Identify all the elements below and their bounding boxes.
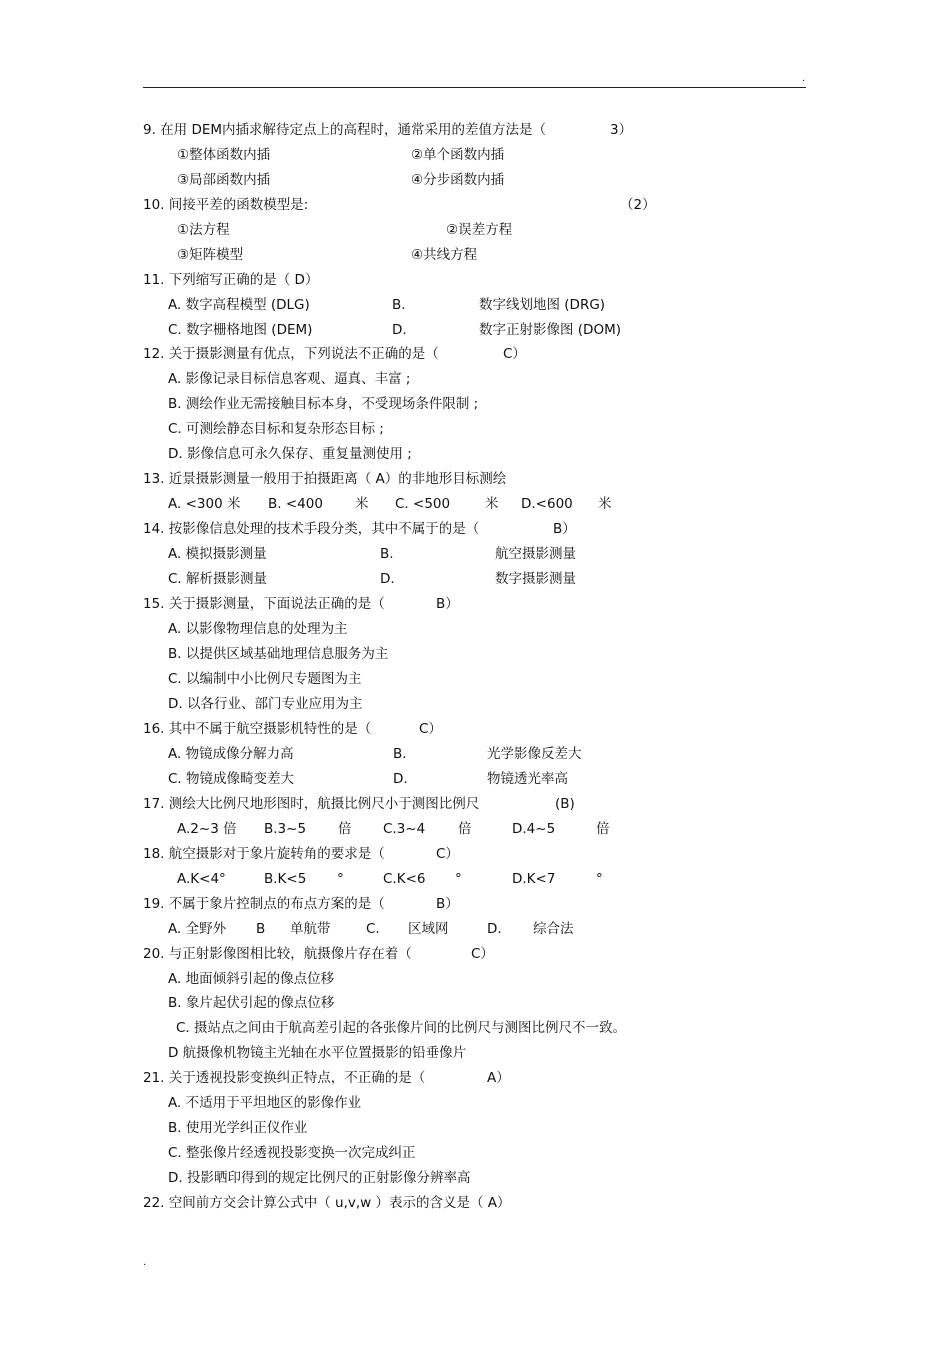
text-line [0, 792, 950, 817]
text-line [0, 742, 950, 767]
text-line [0, 293, 950, 318]
text-line [0, 1191, 950, 1216]
text-segment: B [256, 921, 266, 937]
text-segment: ③矩阵模型 [177, 247, 244, 263]
text-segment: B.K<5 [264, 871, 307, 887]
text-segment: D. [393, 771, 408, 787]
text-segment: B. <400 [268, 496, 323, 512]
text-segment: C） [419, 721, 442, 737]
text-line [0, 218, 950, 243]
text-segment: C. 解析摄影测量 [168, 571, 268, 587]
text-segment: 16. 其中不属于航空摄影机特性的是（ [143, 721, 372, 737]
text-segment: 15. 关于摄影测量，下面说法正确的是（ [143, 596, 385, 612]
text-line [0, 567, 950, 592]
text-segment: C.K<6 [383, 871, 426, 887]
text-segment: C. 可测绘静态目标和复杂形态目标 ; [168, 421, 384, 437]
text-line [0, 892, 950, 917]
text-segment: B. 使用光学纠正仪作业 [168, 1120, 308, 1136]
text-segment: A） [487, 1070, 510, 1086]
text-segment: 9. 在用 DEM内插求解待定点上的高程时，通常采用的差值方法是（ [143, 122, 547, 138]
text-segment: ②误差方程 [446, 222, 513, 238]
text-line [0, 991, 950, 1016]
text-line [0, 193, 950, 218]
text-segment: B. 象片起伏引起的像点位移 [168, 995, 335, 1011]
text-segment: 米 [598, 496, 612, 512]
text-segment: D. 以各行业、部门专业应用为主 [168, 696, 363, 712]
text-line [0, 492, 950, 517]
text-line [0, 1166, 950, 1191]
text-line [0, 1141, 950, 1166]
text-segment: D. 影像信息可永久保存、重复量测使用 ; [168, 446, 412, 462]
text-line [0, 542, 950, 567]
text-segment: 倍 [338, 821, 352, 837]
text-segment: 14. 按影像信息处理的技术手段分类，其中不属于的是（ [143, 521, 480, 537]
text-line [0, 667, 950, 692]
text-segment: ° [337, 871, 344, 887]
text-segment: 米 [485, 496, 499, 512]
text-segment: C.3~4 [383, 821, 426, 837]
text-segment: C） [436, 846, 459, 862]
text-segment: ° [596, 871, 603, 887]
text-segment: D 航摄像机物镜主光轴在水平位置摄影的铅垂像片 [168, 1045, 467, 1061]
text-line [0, 318, 950, 343]
text-segment: A. 模拟摄影测量 [168, 546, 267, 562]
text-segment: A. 影像记录目标信息客观、逼真、丰富 ; [168, 371, 411, 387]
text-segment: A. <300 米 [168, 496, 241, 512]
text-segment: C. 数字栅格地图 (DEM) [168, 322, 313, 338]
text-line [0, 367, 950, 392]
text-segment: 22. 空间前方交会计算公式中（ u,v,w ）表示的含义是（ A） [143, 1195, 511, 1211]
text-line [0, 642, 950, 667]
text-segment: C. 摄站点之间由于航高差引起的各张像片间的比例尺与测图比例尺不一致。 [176, 1020, 627, 1036]
text-segment: 倍 [458, 821, 472, 837]
text-line [0, 817, 950, 842]
text-line [0, 717, 950, 742]
text-segment: A. 地面倾斜引起的像点位移 [168, 971, 335, 987]
text-line [0, 143, 950, 168]
text-segment: 倍 [596, 821, 610, 837]
text-segment: （2） [620, 197, 656, 213]
text-line [0, 967, 950, 992]
text-line [0, 243, 950, 268]
text-segment: B. [380, 546, 394, 562]
text-segment: 航空摄影测量 [495, 546, 576, 562]
text-segment: 米 [355, 496, 369, 512]
text-segment: ④分步函数内插 [411, 172, 505, 188]
text-segment: B） [436, 596, 459, 612]
text-line [0, 1116, 950, 1141]
text-segment: 11. 下列缩写正确的是（ D） [143, 272, 319, 288]
text-line [0, 467, 950, 492]
text-segment: ①法方程 [177, 222, 230, 238]
text-segment: C. 物镜成像畸变差大 [168, 771, 295, 787]
text-line [0, 118, 950, 143]
text-line [0, 268, 950, 293]
text-segment: 数字线划地图 (DRG) [479, 297, 606, 313]
text-segment: 13. 近景摄影测量一般用于拍摄距离（ A）的非地形目标测绘 [143, 471, 507, 487]
text-segment: D. [487, 921, 502, 937]
text-segment: 12. 关于摄影测量有优点，下列说法不正确的是（ [143, 346, 439, 362]
text-segment: D.<600 [521, 496, 573, 512]
text-line [0, 617, 950, 642]
text-segment: 17. 测绘大比例尺地形图时，航摄比例尺小于测图比例尺 [143, 796, 480, 812]
text-line [0, 1041, 950, 1066]
text-segment: 区域网 [408, 921, 449, 937]
text-segment: D. [392, 322, 407, 338]
text-line [0, 842, 950, 867]
text-segment: A. 物镜成像分解力高 [168, 746, 294, 762]
text-segment: B.3~5 [264, 821, 307, 837]
text-segment: A.2~3 倍 [177, 821, 237, 837]
text-segment: 10. 间接平差的函数模型是: [143, 197, 309, 213]
text-segment: (B) [555, 796, 575, 812]
text-segment: D.K<7 [512, 871, 556, 887]
text-segment: 综合法 [533, 921, 574, 937]
text-line [0, 917, 950, 942]
text-segment: D. [380, 571, 395, 587]
header-rule [143, 87, 806, 88]
text-segment: C. [366, 921, 380, 937]
text-segment: D.4~5 [512, 821, 556, 837]
text-line [0, 1066, 950, 1091]
text-line [0, 342, 950, 367]
text-line [0, 867, 950, 892]
text-segment: B） [553, 521, 576, 537]
text-segment: C） [503, 346, 526, 362]
text-segment: 物镜透光率高 [487, 771, 568, 787]
text-segment: ③局部函数内插 [177, 172, 271, 188]
footer-mark: . [143, 1257, 147, 1268]
text-segment: ° [455, 871, 462, 887]
text-segment: 光学影像反差大 [487, 746, 582, 762]
text-segment: 19. 不属于象片控制点的布点方案的是（ [143, 896, 385, 912]
text-segment: 18. 航空摄影对于象片旋转角的要求是（ [143, 846, 385, 862]
text-segment: 21. 关于透视投影变换纠正特点，不正确的是（ [143, 1070, 426, 1086]
text-segment: A.K<4° [177, 871, 226, 887]
text-line [0, 692, 950, 717]
text-line [0, 442, 950, 467]
text-segment: B. [392, 297, 406, 313]
text-segment: B. 以提供区域基础地理信息服务为主 [168, 646, 389, 662]
text-segment: A. 数字高程模型 (DLG) [168, 297, 310, 313]
text-segment: 20. 与正射影像图相比较，航摄像片存在着（ [143, 946, 412, 962]
text-segment: C. 整张像片经透视投影变换一次完成纠正 [168, 1145, 416, 1161]
text-line [0, 942, 950, 967]
text-segment: C） [471, 946, 494, 962]
text-segment: A. 全野外 [168, 921, 227, 937]
text-segment: B. 测绘作业无需接触目标本身，不受现场条件限制 ; [168, 396, 479, 412]
text-segment: ④共线方程 [411, 247, 478, 263]
text-segment: ②单个函数内插 [411, 147, 505, 163]
text-segment: A. 不适用于平坦地区的影像作业 [168, 1095, 362, 1111]
text-line [0, 168, 950, 193]
text-segment: B） [436, 896, 459, 912]
text-segment: D. 投影晒印得到的规定比例尺的正射影像分辨率高 [168, 1170, 471, 1186]
header-mark: . [802, 73, 806, 84]
text-segment: 单航带 [290, 921, 331, 937]
text-segment: C. 以编制中小比例尺专题图为主 [168, 671, 362, 687]
text-line [0, 767, 950, 792]
text-segment: B. [393, 746, 407, 762]
text-segment: ①整体函数内插 [177, 147, 271, 163]
text-segment: 数字正射影像图 (DOM) [479, 322, 621, 338]
text-line [0, 392, 950, 417]
text-line [0, 1016, 950, 1041]
text-segment: C. <500 [395, 496, 451, 512]
text-segment: 数字摄影测量 [495, 571, 576, 587]
text-segment: 3） [610, 122, 633, 138]
text-line [0, 592, 950, 617]
text-segment: A. 以影像物理信息的处理为主 [168, 621, 348, 637]
text-line [0, 517, 950, 542]
text-line [0, 1091, 950, 1116]
text-line [0, 417, 950, 442]
